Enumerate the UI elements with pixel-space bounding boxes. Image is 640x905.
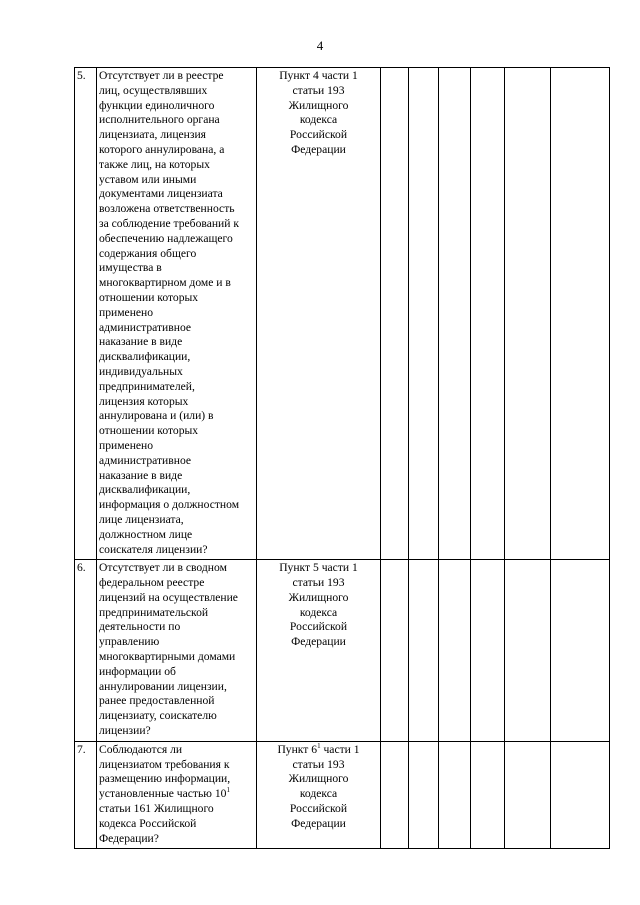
question-line-text: статьи 161 Жилищного (99, 802, 214, 816)
question-line-text: многоквартирными домами (99, 650, 236, 664)
question-line-text: аннулировании лицензии, (99, 679, 227, 693)
question-line (99, 498, 254, 513)
question-line (99, 350, 254, 365)
reference-line: Жилищного (288, 98, 349, 112)
question-line (99, 69, 254, 84)
question-line (99, 409, 254, 424)
question-line-text: Соблюдаются ли (99, 742, 183, 756)
question-line (99, 84, 254, 99)
answer-no-cell (409, 741, 439, 849)
question-line (99, 99, 254, 114)
question-line (99, 724, 254, 739)
question-line (99, 787, 254, 802)
question-line (99, 187, 254, 202)
question-line (99, 469, 254, 484)
question-line-text: предпринимательской (99, 605, 209, 619)
question-line (99, 261, 254, 276)
question-line-text: размещению информации, (99, 772, 231, 786)
question-line-text: индивидуальных (99, 364, 183, 378)
question-line-text: дисквалификации, (99, 483, 191, 497)
question-line (99, 680, 254, 695)
question-line-text: лицензиату, соискателю (99, 709, 217, 723)
reference-line: Жилищного (288, 590, 349, 604)
answer-na-cell (439, 68, 471, 560)
question-line-text: уставом или иными (99, 172, 197, 186)
question-line-text: возложена ответственность (99, 202, 235, 216)
question-line (99, 665, 254, 680)
row-number: 7. (75, 741, 97, 849)
question-line-text: которого аннулирована, а (99, 142, 225, 156)
question-line (99, 694, 254, 709)
question-line (99, 380, 254, 395)
question-line (99, 276, 254, 291)
superscript: 1 (317, 741, 321, 750)
question-line-text: наказание в виде (99, 335, 183, 349)
question-line-text: должностном лице (99, 527, 193, 541)
question-line-text: многоквартирном доме и в (99, 276, 231, 290)
question-line-text: кодекса Российской (99, 816, 197, 830)
reference-text: Пункт 6 (277, 742, 318, 756)
question-line-text: управлению (99, 635, 160, 649)
question-line-text: отношении которых (99, 424, 199, 438)
question-line-text: также лиц, на которых (99, 157, 210, 171)
reference-line: Пункт 4 части 1 (279, 69, 358, 82)
question-line-text: аннулирована и (или) в (99, 409, 214, 423)
question-line (99, 143, 254, 158)
reference-line: статьи 193 (292, 576, 345, 590)
answer-na-cell (439, 560, 471, 742)
answer-no-cell (409, 560, 439, 742)
answer-yes-cell (381, 741, 409, 849)
question-line (99, 335, 254, 350)
question-line (99, 817, 254, 832)
reference-line: Российской (289, 620, 348, 634)
question-line (99, 291, 254, 306)
question-line-text: установленные частью 10 (99, 787, 227, 801)
question-line (99, 113, 254, 128)
question-line (99, 528, 254, 543)
question-line-text: исполнительного органа (99, 113, 220, 127)
reference-line: Жилищного (288, 772, 349, 786)
reference-line: Федерации (291, 142, 346, 156)
reference-line: кодекса (299, 113, 338, 127)
question-line-text: лиц, осуществлявших (99, 83, 208, 97)
question-line (99, 232, 254, 247)
notes-cell-2 (505, 741, 551, 849)
notes-cell-1 (471, 560, 505, 742)
question-line (99, 158, 254, 173)
question-line-text: лицензий на осуществление (99, 590, 238, 604)
question-line-text: за соблюдение требований к (99, 216, 239, 230)
question-line-text: информации об (99, 664, 176, 678)
requirement-question (97, 560, 257, 742)
reference-line: кодекса (299, 605, 338, 619)
row-number: 6. (75, 560, 97, 742)
question-line (99, 620, 254, 635)
requirement-question (97, 741, 257, 849)
question-line (99, 772, 254, 787)
notes-cell-2 (505, 560, 551, 742)
question-line (99, 306, 254, 321)
question-line (99, 424, 254, 439)
question-line (99, 591, 254, 606)
question-line (99, 758, 254, 773)
question-line (99, 454, 254, 469)
question-line (99, 743, 254, 758)
reference-line: статьи 193 (292, 757, 345, 771)
reference-line: Федерации (291, 816, 346, 830)
question-line (99, 561, 254, 576)
question-line (99, 173, 254, 188)
legal-reference (257, 560, 381, 742)
notes-cell-1 (471, 741, 505, 849)
question-line-text: лицензии? (99, 724, 151, 738)
reference-line: Российской (289, 128, 348, 142)
question-line (99, 709, 254, 724)
question-line-text: содержания общего (99, 246, 197, 260)
question-line-text: обеспечению надлежащего (99, 231, 233, 245)
question-line-text: административное (99, 320, 192, 334)
question-line (99, 832, 254, 847)
question-line (99, 606, 254, 621)
question-line-text: административное (99, 453, 192, 467)
notes-cell-1 (471, 68, 505, 560)
reference-line: статьи 193 (292, 83, 345, 97)
question-line-text: лицензиатом требования к (99, 757, 230, 771)
reference-line (259, 743, 378, 758)
notes-cell-3 (551, 741, 610, 849)
notes-cell-3 (551, 560, 610, 742)
question-line-text: ранее предоставленной (99, 694, 215, 708)
reference-line: кодекса (299, 787, 338, 801)
question-line (99, 635, 254, 650)
question-line-text: деятельности по (99, 620, 181, 634)
page-number: 4 (316, 38, 324, 53)
question-line (99, 395, 254, 410)
answer-yes-cell (381, 68, 409, 560)
question-line-text: соискателя лицензии? (99, 542, 208, 556)
question-line (99, 128, 254, 143)
question-line-text: федеральном реестре (99, 576, 205, 590)
notes-cell-2 (505, 68, 551, 560)
question-line-text: применено (99, 305, 154, 319)
reference-line: Федерации (291, 635, 346, 649)
notes-cell-3 (551, 68, 610, 560)
question-line (99, 217, 254, 232)
legal-reference (257, 68, 381, 560)
question-line-text: функции единоличного (99, 98, 215, 112)
row-number: 5. (75, 68, 97, 560)
question-line (99, 543, 254, 558)
question-line-text: Федерации? (99, 831, 159, 845)
question-line-text: отношении которых (99, 290, 199, 304)
question-line (99, 247, 254, 262)
question-line-text: лице лицензиата, (99, 512, 184, 526)
question-line-text: Отсутствует ли в сводном (99, 561, 227, 575)
question-line (99, 439, 254, 454)
question-line-text: Отсутствует ли в реестре (99, 69, 224, 82)
question-line-text: документами лицензиата (99, 187, 223, 201)
reference-text: части 1 (320, 742, 360, 756)
table-row (75, 741, 610, 849)
question-line (99, 802, 254, 817)
question-line-text: применено (99, 438, 154, 452)
question-line-text: наказание в виде (99, 468, 183, 482)
question-line (99, 650, 254, 665)
question-line (99, 483, 254, 498)
question-line (99, 202, 254, 217)
question-line (99, 513, 254, 528)
question-line-text: дисквалификации, (99, 350, 191, 364)
superscript: 1 (226, 786, 230, 795)
question-line-text: лицензиата, лицензия (99, 128, 206, 142)
table-row (75, 560, 610, 742)
question-line-text: предпринимателей, (99, 379, 195, 393)
table-row (75, 68, 610, 560)
question-line (99, 576, 254, 591)
reference-line: Российской (289, 802, 348, 816)
question-line (99, 321, 254, 336)
question-line-text: имущества в (99, 261, 162, 275)
question-line-text: информация о должностном (99, 498, 240, 512)
answer-na-cell (439, 741, 471, 849)
legal-reference (257, 741, 381, 849)
question-line-text: лицензия которых (99, 394, 189, 408)
reference-line: Пункт 5 части 1 (279, 561, 358, 575)
question-line (99, 365, 254, 380)
answer-no-cell (409, 68, 439, 560)
requirements-checklist-table (74, 67, 610, 849)
answer-yes-cell (381, 560, 409, 742)
requirement-question (97, 68, 257, 560)
